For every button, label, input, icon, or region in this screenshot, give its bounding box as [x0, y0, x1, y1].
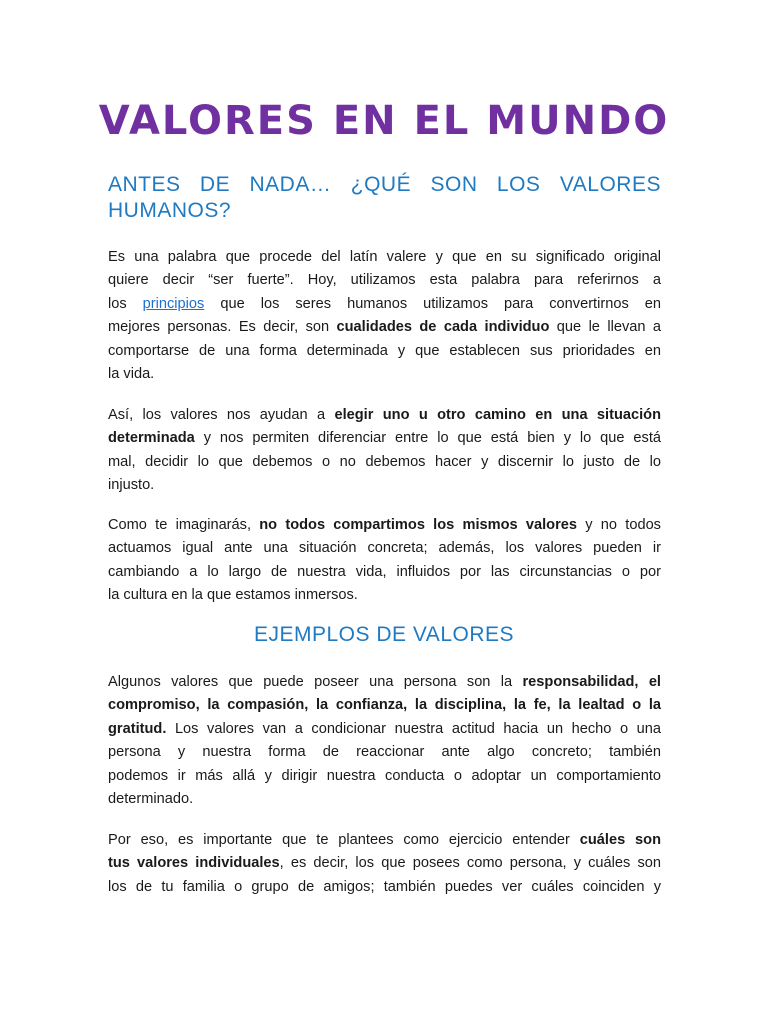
- bold-text: gratitud.: [108, 720, 167, 737]
- paragraph-choices: [108, 404, 661, 498]
- bold-text: determinada: [108, 430, 195, 447]
- text-line: [108, 427, 661, 450]
- text-line: mal, decidir lo que debemos o no debemos hacer y discernir lo justo de lo: [108, 453, 661, 470]
- text-run: Los valores van a condicionar nuestra actitud hacia un hecho o una: [174, 720, 661, 737]
- principios-link[interactable]: principios: [142, 295, 205, 312]
- text-line: [108, 829, 661, 852]
- text-line: [108, 671, 661, 694]
- section-heading-ejemplos: EJEMPLOS DE VALORES: [253, 623, 515, 646]
- bold-text: cuáles son: [579, 832, 661, 848]
- text-line: persona y nuestra forma de reaccionar ante algo concreto; también: [108, 744, 661, 761]
- text-line: determinado.: [108, 791, 194, 808]
- bold-text: no todos compartimos los mismos valores: [259, 517, 578, 533]
- text-run: Como te imaginarás,: [108, 517, 252, 533]
- text-line: los de tu familia o grupo de amigos; también puedes ver cuáles coinciden y: [108, 878, 661, 895]
- text-line: [108, 293, 661, 316]
- paragraph-definition: [108, 246, 661, 386]
- page-title: VALORES EN EL MUNDO: [98, 98, 670, 144]
- bold-text: cualidades de cada individuo: [336, 319, 550, 336]
- text-line: actuamos igual ante una situación concreta; además, los valores pueden ir: [108, 540, 661, 557]
- text-line: la cultura en la que estamos inmersos.: [108, 587, 358, 604]
- paragraph-different-values: [108, 514, 661, 608]
- text-line: [108, 718, 661, 741]
- text-line: [108, 404, 661, 427]
- text-run: , es decir, los que posees como persona, y cuáles son: [279, 855, 661, 872]
- text-run: mejores personas. Es decir, son: [108, 319, 330, 336]
- text-run: que los seres humanos utilizamos para convertirnos en: [220, 295, 661, 312]
- text-line: [108, 694, 661, 717]
- bold-text: elegir uno u otro camino en una situación: [334, 407, 661, 423]
- text-line: podemos ir más allá y dirigir nuestra conducta o adoptar un comportamiento: [108, 767, 661, 784]
- text-run: y nos permiten diferenciar entre lo que está bien y lo que está: [203, 430, 661, 447]
- text-run: Por eso, es importante que te plantees como ejercicio entender: [108, 832, 570, 848]
- text-run: los: [108, 295, 127, 312]
- text-run: Así, los valores nos ayudan a: [108, 407, 326, 423]
- text-line: la vida.: [108, 366, 155, 383]
- text-line: [108, 514, 661, 537]
- bold-text: tus valores individuales: [108, 855, 280, 872]
- section-heading-antes-de-nada: ANTES DE NADA… ¿QUÉ SON LOS VALORES HUMANOS?: [108, 173, 661, 222]
- text-line: quiere decir “ser fuerte”. Hoy, utilizamos esta palabra para referirnos a: [108, 272, 661, 289]
- text-line: comportarse de una forma determinada y que establecen sus prioridades en: [108, 342, 661, 359]
- paragraph-exercise: [108, 829, 661, 899]
- paragraph-examples: [108, 671, 661, 811]
- text-line: cambiando a lo largo de nuestra vida, influidos por las circunstancias o por: [108, 563, 661, 580]
- bold-text: responsabilidad, el: [522, 674, 661, 690]
- text-run: que le llevan a: [556, 319, 662, 336]
- text-line: injusto.: [108, 477, 155, 494]
- text-line: Es una palabra que procede del latín valere y que en su significado original: [108, 249, 661, 265]
- text-line: [108, 852, 661, 875]
- text-run: y no todos: [585, 517, 661, 533]
- text-run: Algunos valores que puede poseer una persona son la: [108, 674, 513, 690]
- bold-text: compromiso, la compasión, la confianza, la disciplina, la fe, la lealtad o la: [108, 697, 661, 714]
- text-line: [108, 316, 661, 339]
